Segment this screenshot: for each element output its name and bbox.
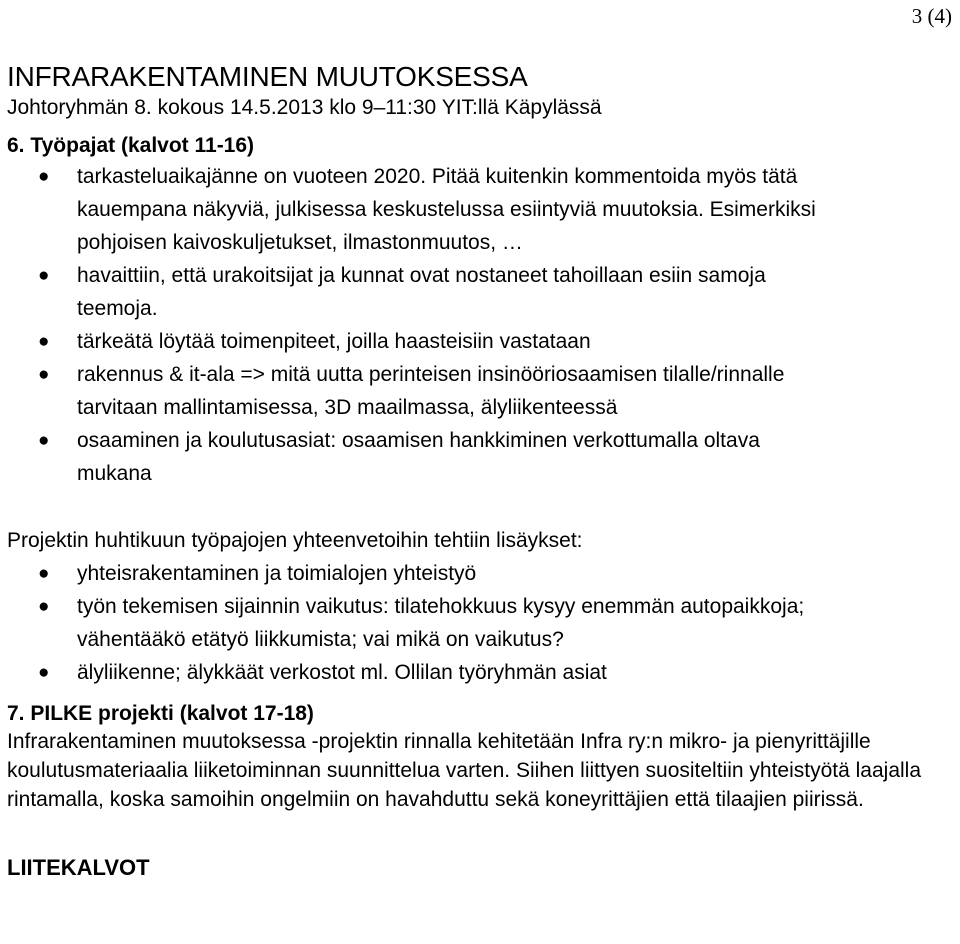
document-body [7,60,957,882]
meeting-info: Johtoryhmän 8. kokous 14.5.2013 klo 9–11:30 YIT:llä Käpylässä [7,96,602,119]
bullet-dot-icon: ● [38,331,50,352]
section-7-heading: 7. PILKE projekti (kalvot 17-18) [7,702,314,725]
bullet-text: tarkasteluaikajänne on vuoteen 2020. Pitää kuitenkin kommentoida myös tätä kauempana näkyviä, julkisessa keskustelussa esiintyviä muutoksia. Esimerkiksi pohjoisen kaivoskuljetukset, ilmastonmuutos, … [77,165,816,254]
projekti-bullet-list [7,557,957,689]
bullet-item [7,358,957,424]
section-6-bullet-list [7,160,957,490]
bullet-dot-icon: ● [38,596,50,617]
liitekalvot-heading: LIITEKALVOT [7,855,150,880]
bullet-item [7,160,957,259]
bullet-text: havaittiin, että urakoitsijat ja kunnat ovat nostaneet tahoillaan esiin samoja teemoja. [77,264,766,320]
bullet-item [7,325,957,358]
bullet-item [7,557,957,590]
section-7-body: Infrarakentaminen muutoksessa -projektin rinnalla kehitetään Infra ry:n mikro- ja pienyrittäjille koulutusmateriaalia liiketoiminnan suunnittelua varten. Siihen liittyen suositeltiin yhteistyötä laajalla rintamalla, koska samoihin ongelmiin on havahduttu sekä koneyrittäjien että tilaajien piirissä. [7,730,922,811]
bullet-text: osaaminen ja koulutusasiat: osaamisen hankkiminen verkottumalla oltava mukana [77,429,760,485]
bullet-text: rakennus & it-ala => mitä uutta perinteisen insinööriosaamisen tilalle/rinnalle tarvitaan mallintamisessa, 3D maailmassa, älyliikenteessä [77,363,785,419]
bullet-text: työn tekemisen sijainnin vaikutus: tilatehokkuus kysyy enemmän autopaikkoja; vähentääkö etätyö liikkumista; vai mikä on vaikutus? [77,595,805,651]
bullet-item [7,259,957,325]
bullet-text: yhteisrakentaminen ja toimialojen yhteistyö [77,562,477,585]
section-6-heading: 6. Työpajat (kalvot 11-16) [7,134,255,157]
bullet-dot-icon: ● [38,166,50,187]
bullet-dot-icon: ● [38,430,50,451]
bullet-item [7,656,957,689]
document-title: INFRARAKENTAMINEN MUUTOKSESSA [7,61,528,92]
bullet-item [7,590,957,656]
bullet-text: tärkeätä löytää toimenpiteet, joilla haasteisiin vastataan [77,330,591,353]
bullet-dot-icon: ● [38,563,50,584]
bullet-dot-icon: ● [38,265,50,286]
bullet-item [7,424,957,490]
projekti-intro: Projektin huhtikuun työpajojen yhteenvetoihin tehtiin lisäykset: [7,529,583,552]
bullet-text: älyliikenne; älykkäät verkostot ml. Ollilan työryhmän asiat [77,661,607,684]
bullet-dot-icon: ● [38,364,50,385]
page-number: 3 (4) [911,4,952,28]
bullet-dot-icon: ● [38,662,50,683]
